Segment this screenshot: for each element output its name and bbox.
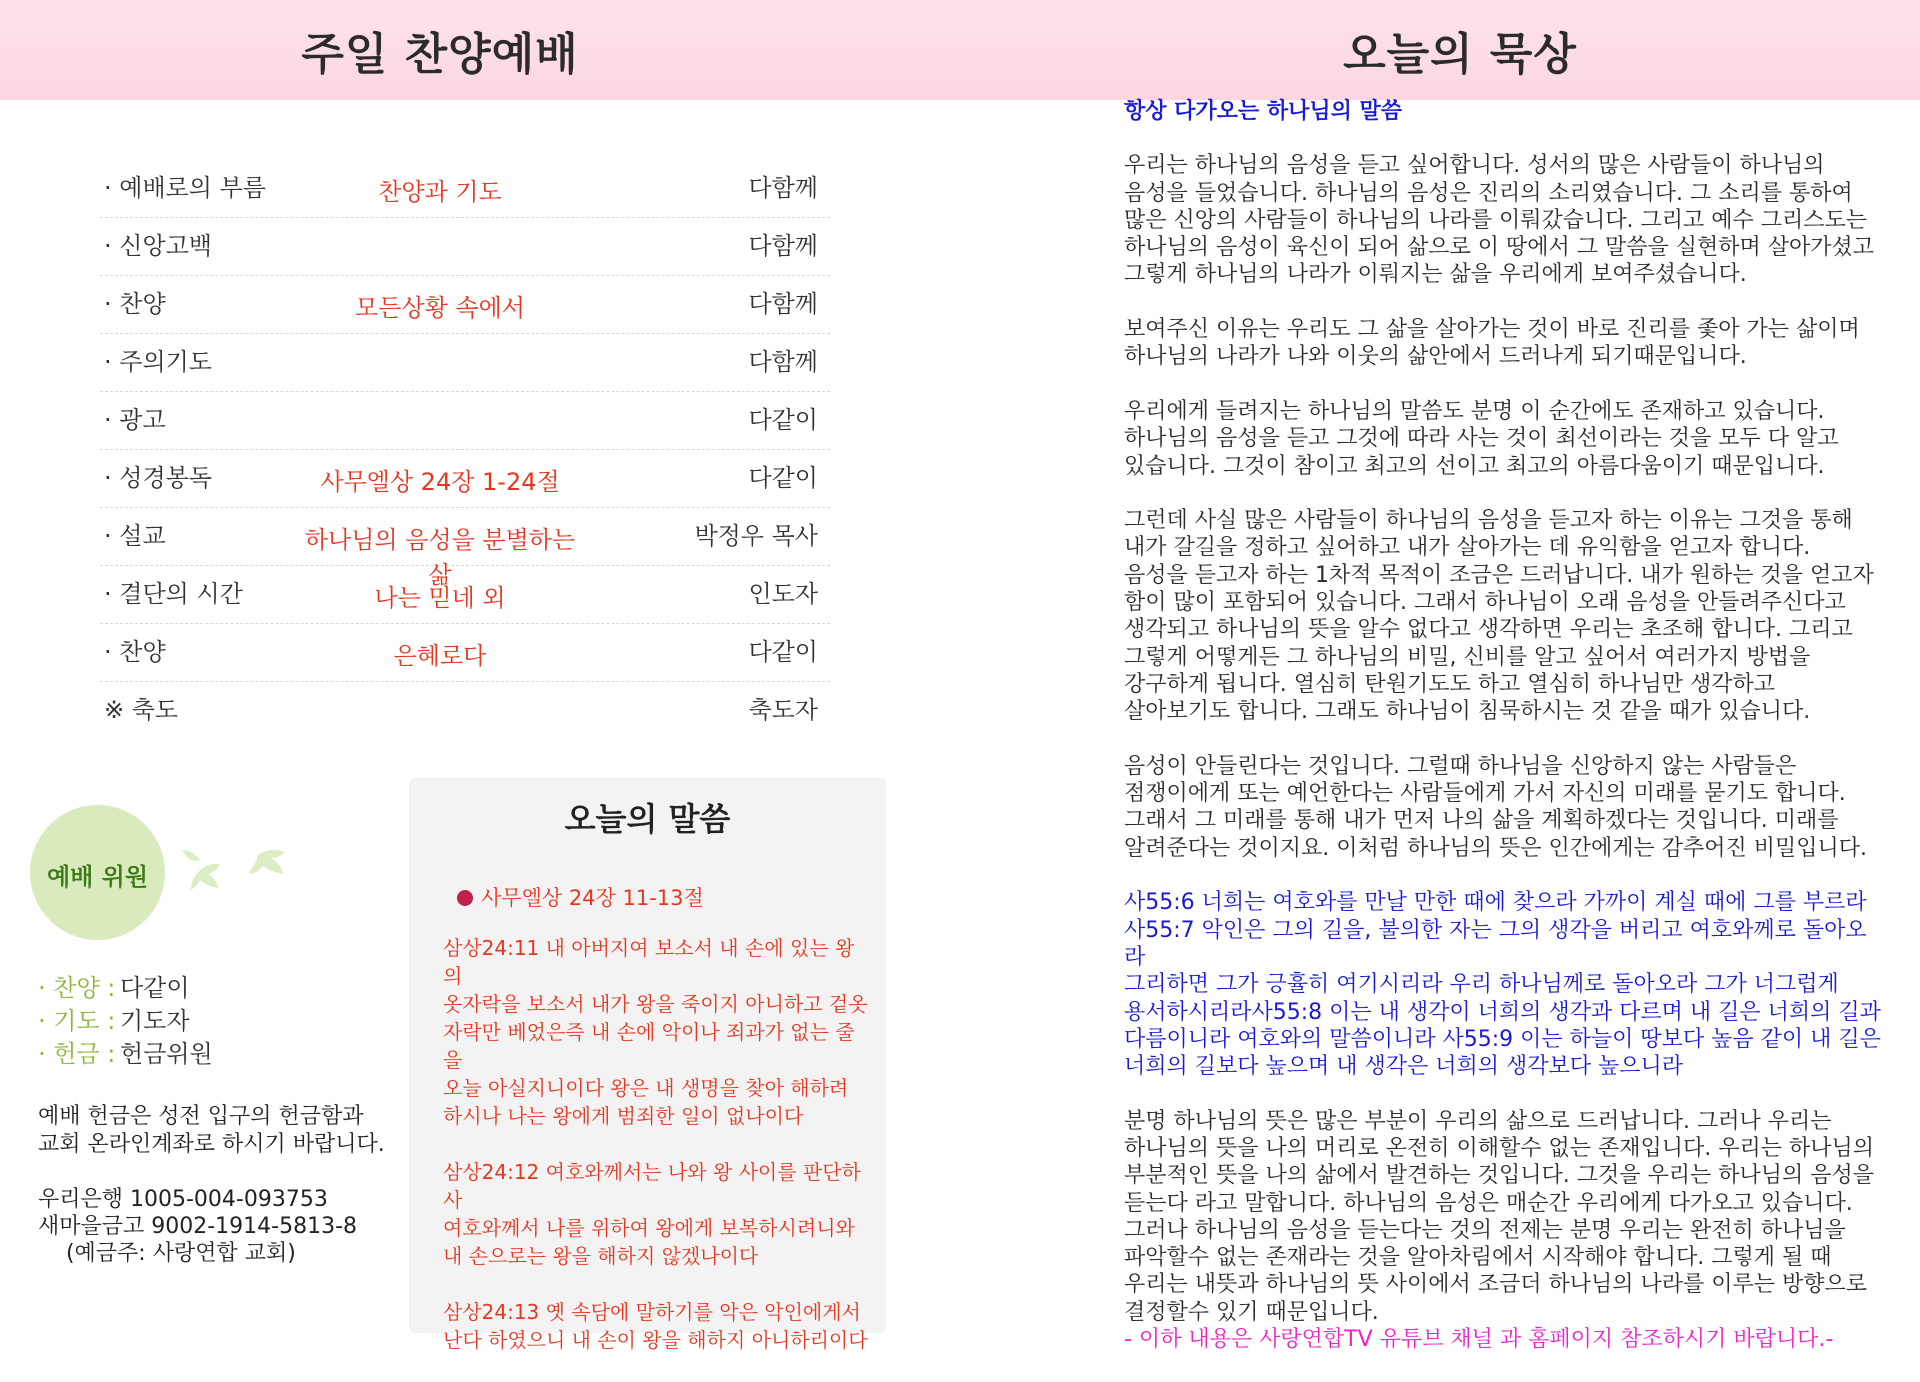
text-line: 알려준다는 것이지요. 이처럼 하나님의 뜻은 인간에게는 감추어진 비밀입니다.: [1124, 835, 1868, 861]
text-line: 듣는다 라고 말합니다. 하나님의 음성은 매순간 우리에게 다가오고 있습니다.: [1124, 1190, 1853, 1216]
text-line: 생각되고 하나님의 뜻을 알수 없다고 생각하면 우리는 초조해 합니다. 그리고: [1124, 617, 1853, 643]
offering-line: 교회 온라인계좌로 하시기 바랍니다.: [38, 1132, 385, 1157]
role-value: 다같이: [120, 974, 190, 1002]
bank-line: 우리은행 1005-004-093753: [38, 1187, 328, 1212]
order-row: [100, 508, 830, 589]
order-item-leader: 인도자: [748, 580, 818, 608]
text-line: 음성을 들었습니다. 하나님의 음성은 진리의 소리였습니다. 그 소리를 통하여: [1124, 180, 1853, 206]
todays-word-title: 오늘의 말씀: [564, 800, 731, 838]
meditation-paragraph: [1124, 753, 1884, 862]
order-item-title: 모든상황 속에서: [355, 294, 525, 322]
text-line: 하나님의 나라가 나와 이웃의 삶안에서 드러나게 되기때문입니다.: [1124, 344, 1747, 370]
order-item-title: 은혜로다: [393, 642, 487, 670]
text-line: 하나님의 음성을 듣고 그것에 따라 사는 것이 최선이라는 것을 모두 다 알고: [1124, 426, 1839, 452]
youtube-reference-note: - 이하 내용은 사랑연합TV 유튜브 채널 과 홈페이지 참조하시기 바랍니다.-: [1124, 1327, 1834, 1353]
meditation-paragraph: [1124, 1108, 1884, 1326]
page-title-worship: 주일 찬양예배: [301, 29, 579, 80]
order-item-name: · 찬양: [104, 290, 166, 318]
verse-line: 난다 하였으니 내 손이 왕을 해하지 아니하리이다: [443, 1328, 868, 1352]
todays-word-box: [409, 778, 886, 1352]
scripture-line: 그리하면 그가 긍휼히 여기시리라 우리 하나님께로 돌아오라 그가 너그럽게: [1124, 972, 1839, 998]
text-line: 음성을 듣고자 하는 1차적 목적이 조금은 드러납니다. 내가 원하는 것을 얻고자: [1124, 562, 1874, 588]
order-item-name: · 성경봉독: [104, 464, 212, 492]
text-line: 우리는 내뜻과 하나님의 뜻 사이에서 조금더 하나님의 나라를 이루는 방향으로: [1124, 1272, 1868, 1298]
scripture-line: 사55:6 너희는 여호와를 만날 만한 때에 찾으라 가까이 계실 때에 그를 부르라: [1124, 890, 1867, 916]
order-of-service: [100, 160, 830, 739]
order-item-leader: 다함께: [748, 290, 818, 318]
role-row: [38, 1005, 213, 1038]
text-line: 하나님의 뜻을 나의 머리로 온전히 이해할수 없는 존재입니다. 우리는 하나님의: [1124, 1135, 1874, 1161]
text-line: 그러나 하나님의 음성을 듣는다는 것의 전제는 분명 우리는 완전히 하나님을: [1124, 1217, 1846, 1243]
text-line: 강구하게 됩니다. 열심히 탄원기도도 하고 열심히 하나님만 생각하고: [1124, 671, 1776, 697]
order-item-name: · 결단의 시간: [104, 580, 243, 608]
text-line: 그렇게 하나님의 나라가 이뤄지는 삶을 우리에게 보여주셨습니다.: [1124, 262, 1747, 288]
header-band: [0, 0, 1920, 100]
meditation-paragraph: [1124, 152, 1884, 288]
verse: [443, 1298, 873, 1354]
order-row: [100, 624, 830, 682]
scripture-quote: [1124, 889, 1884, 1080]
bank-accounts: [38, 1186, 357, 1267]
meditation-paragraph: [1124, 398, 1884, 480]
order-row: [100, 276, 830, 334]
order-item-leader: 다같이: [748, 406, 818, 434]
text-line: 내가 갈길을 정하고 싶어하고 내가 살아가는 데 유익함을 얻고자 합니다.: [1124, 535, 1811, 561]
text-line: 파악할수 없는 존재라는 것을 알아차림에서 시작해야 합니다. 그렇게 될 때: [1124, 1245, 1832, 1271]
order-item-name: · 주의기도: [104, 348, 212, 376]
order-item-name: · 찬양: [104, 638, 166, 666]
verse-line: 여호와께서 나를 위하여 왕에게 보복하시려니와: [443, 1216, 855, 1240]
meditation-paragraph: [1124, 507, 1884, 725]
text-line: 그래서 그 미래를 통해 내가 먼저 나의 삶을 계획하겠다는 것입니다. 미래를: [1124, 808, 1839, 834]
text-line: 결정할수 있기 때문입니다.: [1124, 1299, 1379, 1325]
scripture-reference-text: 사무엘상 24장 11-13절: [481, 886, 704, 910]
order-item-leader: 다함께: [748, 348, 818, 376]
text-line: 우리에게 들려지는 하나님의 말씀도 분명 이 순간에도 존재하고 있습니다.: [1124, 398, 1825, 424]
text-line: 그렇게 어떻게든 그 하나님의 비밀, 신비를 알고 싶어서 여러가지 방법을: [1124, 644, 1811, 670]
role-value: 헌금위원: [120, 1040, 213, 1068]
role-value: 기도자: [120, 1007, 190, 1035]
role-label: · 기도 :: [38, 1007, 116, 1035]
meditation-paragraph: [1124, 316, 1884, 371]
scripture-line: 너희의 길보다 높으며 내 생각은 너희의 생각보다 높으니라: [1124, 1054, 1684, 1080]
worship-roles: [38, 972, 213, 1071]
offering-line: 예배 헌금은 성전 입구의 헌금함과: [38, 1104, 364, 1129]
offering-note: [38, 1103, 385, 1159]
order-item-title: 찬양과 기도: [378, 178, 502, 206]
verse-line: 삼상24:11 내 아버지여 보소서 내 손에 있는 왕의: [443, 936, 855, 988]
verse: [443, 934, 873, 1130]
order-row: [100, 334, 830, 392]
order-item-leader: 다같이: [748, 464, 818, 492]
meditation-subtitle: 항상 다가오는 하나님의 말씀: [1124, 99, 1403, 124]
verse-list: [443, 934, 873, 1382]
scripture-line: 사55:7 악인은 그의 길을, 불의한 자는 그의 생각을 버리고 여호와께로 돌아오라: [1124, 917, 1867, 970]
order-item-leader: 다함께: [748, 174, 818, 202]
text-line: 살아보기도 합니다. 그래도 하나님이 침묵하시는 것 같을 때가 있습니다.: [1124, 699, 1811, 725]
order-item-leader: 다함께: [748, 232, 818, 260]
verse-line: 삼상24:13 옛 속담에 말하기를 악은 악인에게서: [443, 1300, 861, 1324]
order-item-title: 사무엘상 24장 1-24절: [320, 468, 560, 496]
order-item-title: 나는 믿네 외: [374, 584, 506, 612]
scripture-reference: [457, 882, 704, 912]
worship-members-badge: [30, 805, 165, 940]
verse-line: 옷자락을 보소서 내가 왕을 죽이지 아니하고 겉옷: [443, 992, 868, 1016]
order-item-name: · 설교: [104, 522, 166, 550]
role-row: [38, 972, 213, 1005]
order-row: [100, 682, 830, 739]
text-line: 부분적인 뜻을 나의 삶에서 발견하는 것입니다. 그것을 우리는 하나님의 음성을: [1124, 1163, 1874, 1189]
text-line: 함이 많이 포함되어 있습니다. 그래서 하나님이 오래 음성을 안들려주신다고: [1124, 590, 1846, 616]
order-item-leader: 다같이: [748, 638, 818, 666]
verse-line: 하시나 나는 왕에게 범죄한 일이 없나이다: [443, 1104, 804, 1128]
text-line: 점쟁이에게 또는 예언한다는 사람들에게 가서 자신의 미래를 묻기도 합니다.: [1124, 781, 1846, 807]
order-row: [100, 450, 830, 508]
text-line: 하나님의 음성이 육신이 되어 삶으로 이 땅에서 그 말씀을 실현하며 살아가셨고: [1124, 235, 1874, 261]
worship-members-label: 예배 위원: [46, 863, 149, 891]
order-item-leader: 축도자: [748, 696, 818, 724]
verse-line: 삼상24:12 여호와께서는 나와 왕 사이를 판단하사: [443, 1160, 861, 1212]
scripture-line: 용서하시리라사55:8 이는 내 생각이 너희의 생각과 다르며 내 길은 너희의 길과: [1124, 999, 1881, 1025]
page-title-meditation: 오늘의 묵상: [1343, 29, 1577, 80]
order-item-name: ※ 축도: [104, 696, 179, 724]
bank-line: (예금주: 사랑연합 교회): [38, 1241, 296, 1266]
bullet-dot-icon: [457, 890, 473, 906]
dove-illustration-icon: [172, 838, 312, 918]
meditation-column: [1124, 98, 1884, 1353]
verse: [443, 1158, 873, 1270]
text-line: 있습니다. 그것이 참이고 최고의 선이고 최고의 아름다움이기 때문입니다.: [1124, 453, 1825, 479]
role-row: [38, 1038, 213, 1071]
verse-line: 내 손으로는 왕을 해하지 않겠나이다: [443, 1244, 759, 1268]
text-line: 그런데 사실 많은 사람들이 하나님의 음성을 듣고자 하는 이유는 그것을 통해: [1124, 508, 1853, 534]
text-line: 우리는 하나님의 음성을 듣고 싶어합니다. 성서의 많은 사람들이 하나님의: [1124, 153, 1825, 179]
text-line: 분명 하나님의 뜻은 많은 부분이 우리의 삶으로 드러납니다. 그러나 우리는: [1124, 1108, 1832, 1134]
order-row: [100, 392, 830, 450]
text-line: 보여주신 이유는 우리도 그 삶을 살아가는 것이 바로 진리를 좇아 가는 삶이며: [1124, 317, 1860, 343]
role-label: · 헌금 :: [38, 1040, 116, 1068]
verse-line: 오늘 아실지니이다 왕은 내 생명을 찾아 해하려: [443, 1076, 849, 1100]
text-line: 음성이 안들린다는 것입니다. 그럴때 하나님을 신앙하지 않는 사람들은: [1124, 753, 1797, 779]
order-item-leader: 박정우 목사: [694, 522, 818, 550]
order-item-name: · 예배로의 부름: [104, 174, 266, 202]
verse-line: 자락만 베었은즉 내 손에 악이나 죄과가 없는 줄을: [443, 1020, 855, 1072]
scripture-line: 다름이니라 여호와의 말씀이니라 사55:9 이는 하늘이 땅보다 높음 같이 내 길은: [1124, 1026, 1881, 1052]
text-line: 많은 신앙의 사람들이 하나님의 나라를 이뤄갔습니다. 그리고 예수 그리스도는: [1124, 207, 1868, 233]
bank-line: 새마을금고 9002-1914-5813-8: [38, 1214, 358, 1239]
order-item-title: 하나님의 음성을 분별하는 삶: [304, 526, 576, 589]
order-row: [100, 160, 830, 218]
order-row: [100, 566, 830, 624]
order-item-name: · 신앙고백: [104, 232, 212, 260]
order-row: [100, 218, 830, 276]
order-item-name: · 광고: [104, 406, 166, 434]
role-label: · 찬양 :: [38, 974, 116, 1002]
